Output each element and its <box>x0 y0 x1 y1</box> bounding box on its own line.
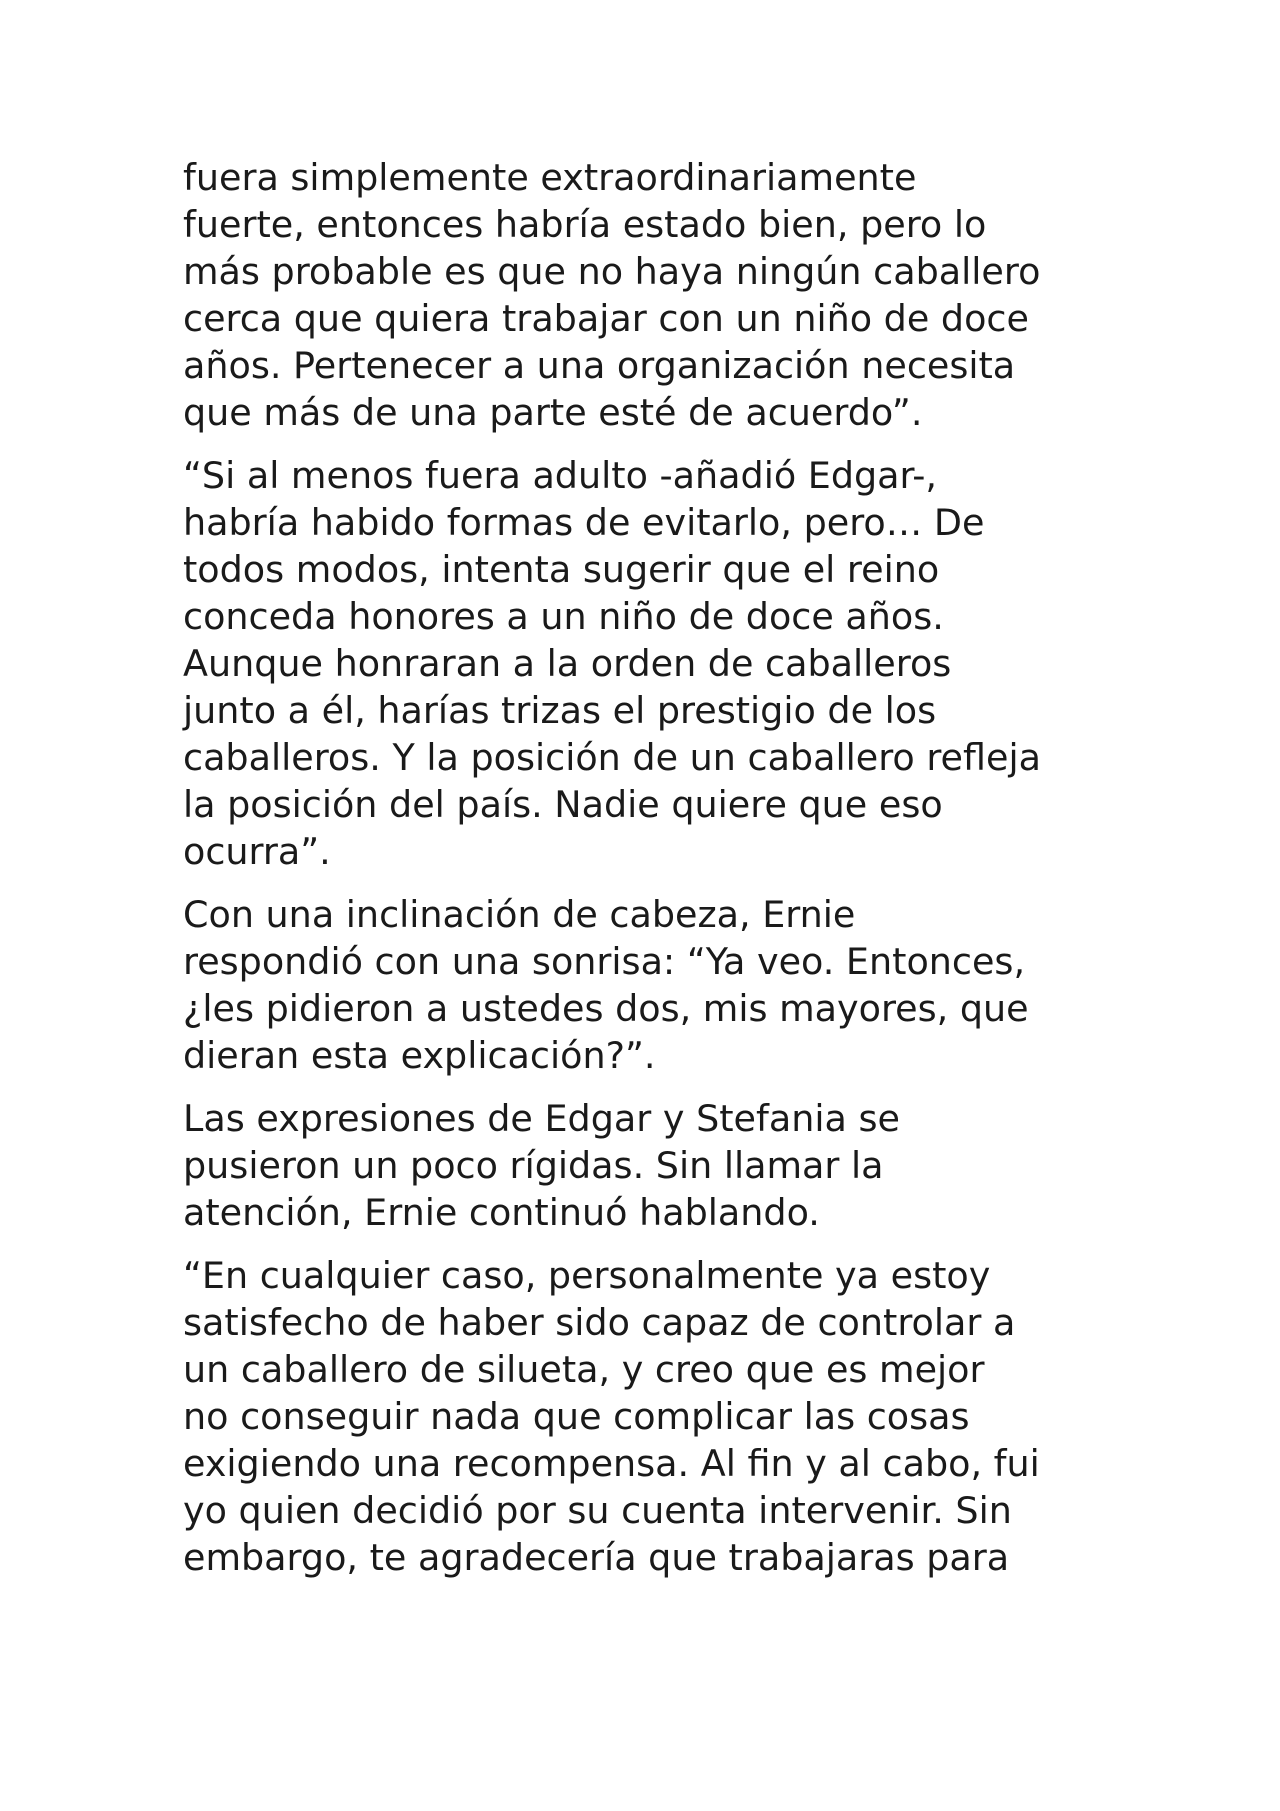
text-line: fuerte, entonces habría estado bien, pero lo <box>183 203 987 246</box>
text-line: respondió con una sonrisa: “Ya veo. Entonces, <box>183 940 1026 983</box>
text-line: pusieron un poco rígidas. Sin llamar la <box>183 1144 884 1187</box>
text-line: habría habido formas de evitarlo, pero… De <box>183 501 985 544</box>
text-line: yo quien decidió por su cuenta intervenir. Sin <box>183 1489 1012 1532</box>
text-line: atención, Ernie continuó hablando. <box>183 1191 820 1234</box>
text-line: caballeros. Y la posición de un caballero refleja <box>183 736 1041 779</box>
text-line: no conseguir nada que complicar las cosas <box>183 1395 970 1438</box>
text-line: satisfecho de haber sido capaz de controlar a <box>183 1301 1016 1344</box>
text-line: Las expresiones de Edgar y Stefania se <box>183 1097 900 1140</box>
text-line: dieran esta explicación?”. <box>183 1034 656 1077</box>
paragraph-4 <box>183 1095 1113 1236</box>
paragraph-2 <box>183 452 1113 875</box>
text-line: cerca que quiera trabajar con un niño de doce <box>183 297 1029 340</box>
text-line: todos modos, intenta sugerir que el reino <box>183 548 940 591</box>
text-line: junto a él, harías trizas el prestigio de los <box>183 689 937 732</box>
text-line: “En cualquier caso, personalmente ya estoy <box>183 1254 991 1297</box>
text-line: conceda honores a un niño de doce años. <box>183 595 944 638</box>
text-line: embargo, te agradecería que trabajaras para <box>183 1536 1010 1579</box>
text-line: que más de una parte esté de acuerdo”. <box>183 391 923 434</box>
text-body <box>183 154 1113 1597</box>
text-line: la posición del país. Nadie quiere que eso <box>183 783 943 826</box>
text-line: años. Pertenecer a una organización necesita <box>183 344 1016 387</box>
text-line: “Si al menos fuera adulto -añadió Edgar-, <box>183 454 937 497</box>
text-line: ¿les pidieron a ustedes dos, mis mayores, que <box>183 987 1029 1030</box>
text-line: fuera simplemente extraordinariamente <box>183 156 917 199</box>
text-line: Con una inclinación de cabeza, Ernie <box>183 893 856 936</box>
paragraph-5 <box>183 1252 1113 1581</box>
text-line: exigiendo una recompensa. Al fin y al cabo, fui <box>183 1442 1040 1485</box>
text-line: Aunque honraran a la orden de caballeros <box>183 642 952 685</box>
paragraph-3 <box>183 891 1113 1079</box>
text-line: más probable es que no haya ningún caballero <box>183 250 1041 293</box>
text-line: ocurra”. <box>183 830 331 873</box>
text-line: un caballero de silueta, y creo que es mejor <box>183 1348 985 1391</box>
paragraph-1 <box>183 154 1113 436</box>
